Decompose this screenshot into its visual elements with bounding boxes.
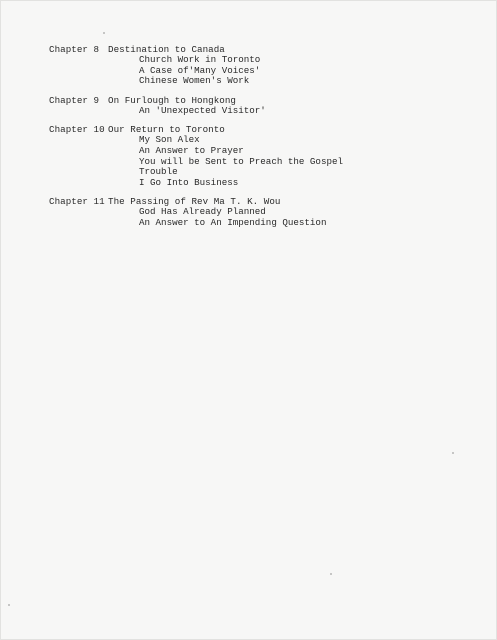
subsection-title: An Answer to Prayer bbox=[139, 144, 244, 156]
toc-entry-chapter-11 bbox=[49, 196, 469, 228]
toc-entry-chapter-10 bbox=[49, 124, 469, 188]
subsection-list bbox=[139, 55, 469, 87]
paper-speck bbox=[330, 573, 332, 575]
chapter-title: On Furlough to Hongkong bbox=[108, 94, 236, 106]
subsection-title: Chinese Women's Work bbox=[139, 75, 250, 87]
toc-entry-chapter-8 bbox=[49, 44, 469, 87]
toc-entry-chapter-9 bbox=[49, 95, 469, 117]
subsection-title: An Answer to An Impending Question bbox=[139, 216, 327, 228]
subsection-list bbox=[139, 207, 469, 228]
subsection-list bbox=[139, 135, 469, 188]
chapter-number: Chapter 10 bbox=[49, 124, 105, 136]
subsection-title: You will be Sent to Preach the Gospel bbox=[139, 155, 343, 167]
chapter-title: Our Return to Toronto bbox=[108, 124, 225, 136]
subsection-list bbox=[139, 106, 469, 117]
chapter-title: The Passing of Rev Ma T. K. Wou bbox=[108, 196, 281, 208]
chapter-heading bbox=[49, 124, 469, 135]
subsection-title: Church Work in Toronto bbox=[139, 54, 261, 65]
paper-speck bbox=[103, 32, 105, 34]
chapter-number: Chapter 9 bbox=[49, 94, 100, 106]
chapter-title: Destination to Canada bbox=[108, 44, 225, 55]
subsection-title: An 'Unexpected Visitor' bbox=[139, 104, 266, 116]
subsection-title: Trouble bbox=[139, 166, 178, 178]
paper-speck bbox=[8, 604, 10, 606]
chapter-number: Chapter 11 bbox=[49, 196, 105, 208]
subsection-title: God Has Already Planned bbox=[139, 206, 266, 218]
chapter-number: Chapter 8 bbox=[49, 44, 100, 55]
table-of-contents bbox=[49, 44, 469, 237]
subsection-title: I Go Into Business bbox=[139, 176, 239, 188]
paper-speck bbox=[452, 452, 454, 454]
subsection-title: A Case of'Many Voices' bbox=[139, 64, 261, 76]
subsection-title: My Son Alex bbox=[139, 134, 200, 146]
